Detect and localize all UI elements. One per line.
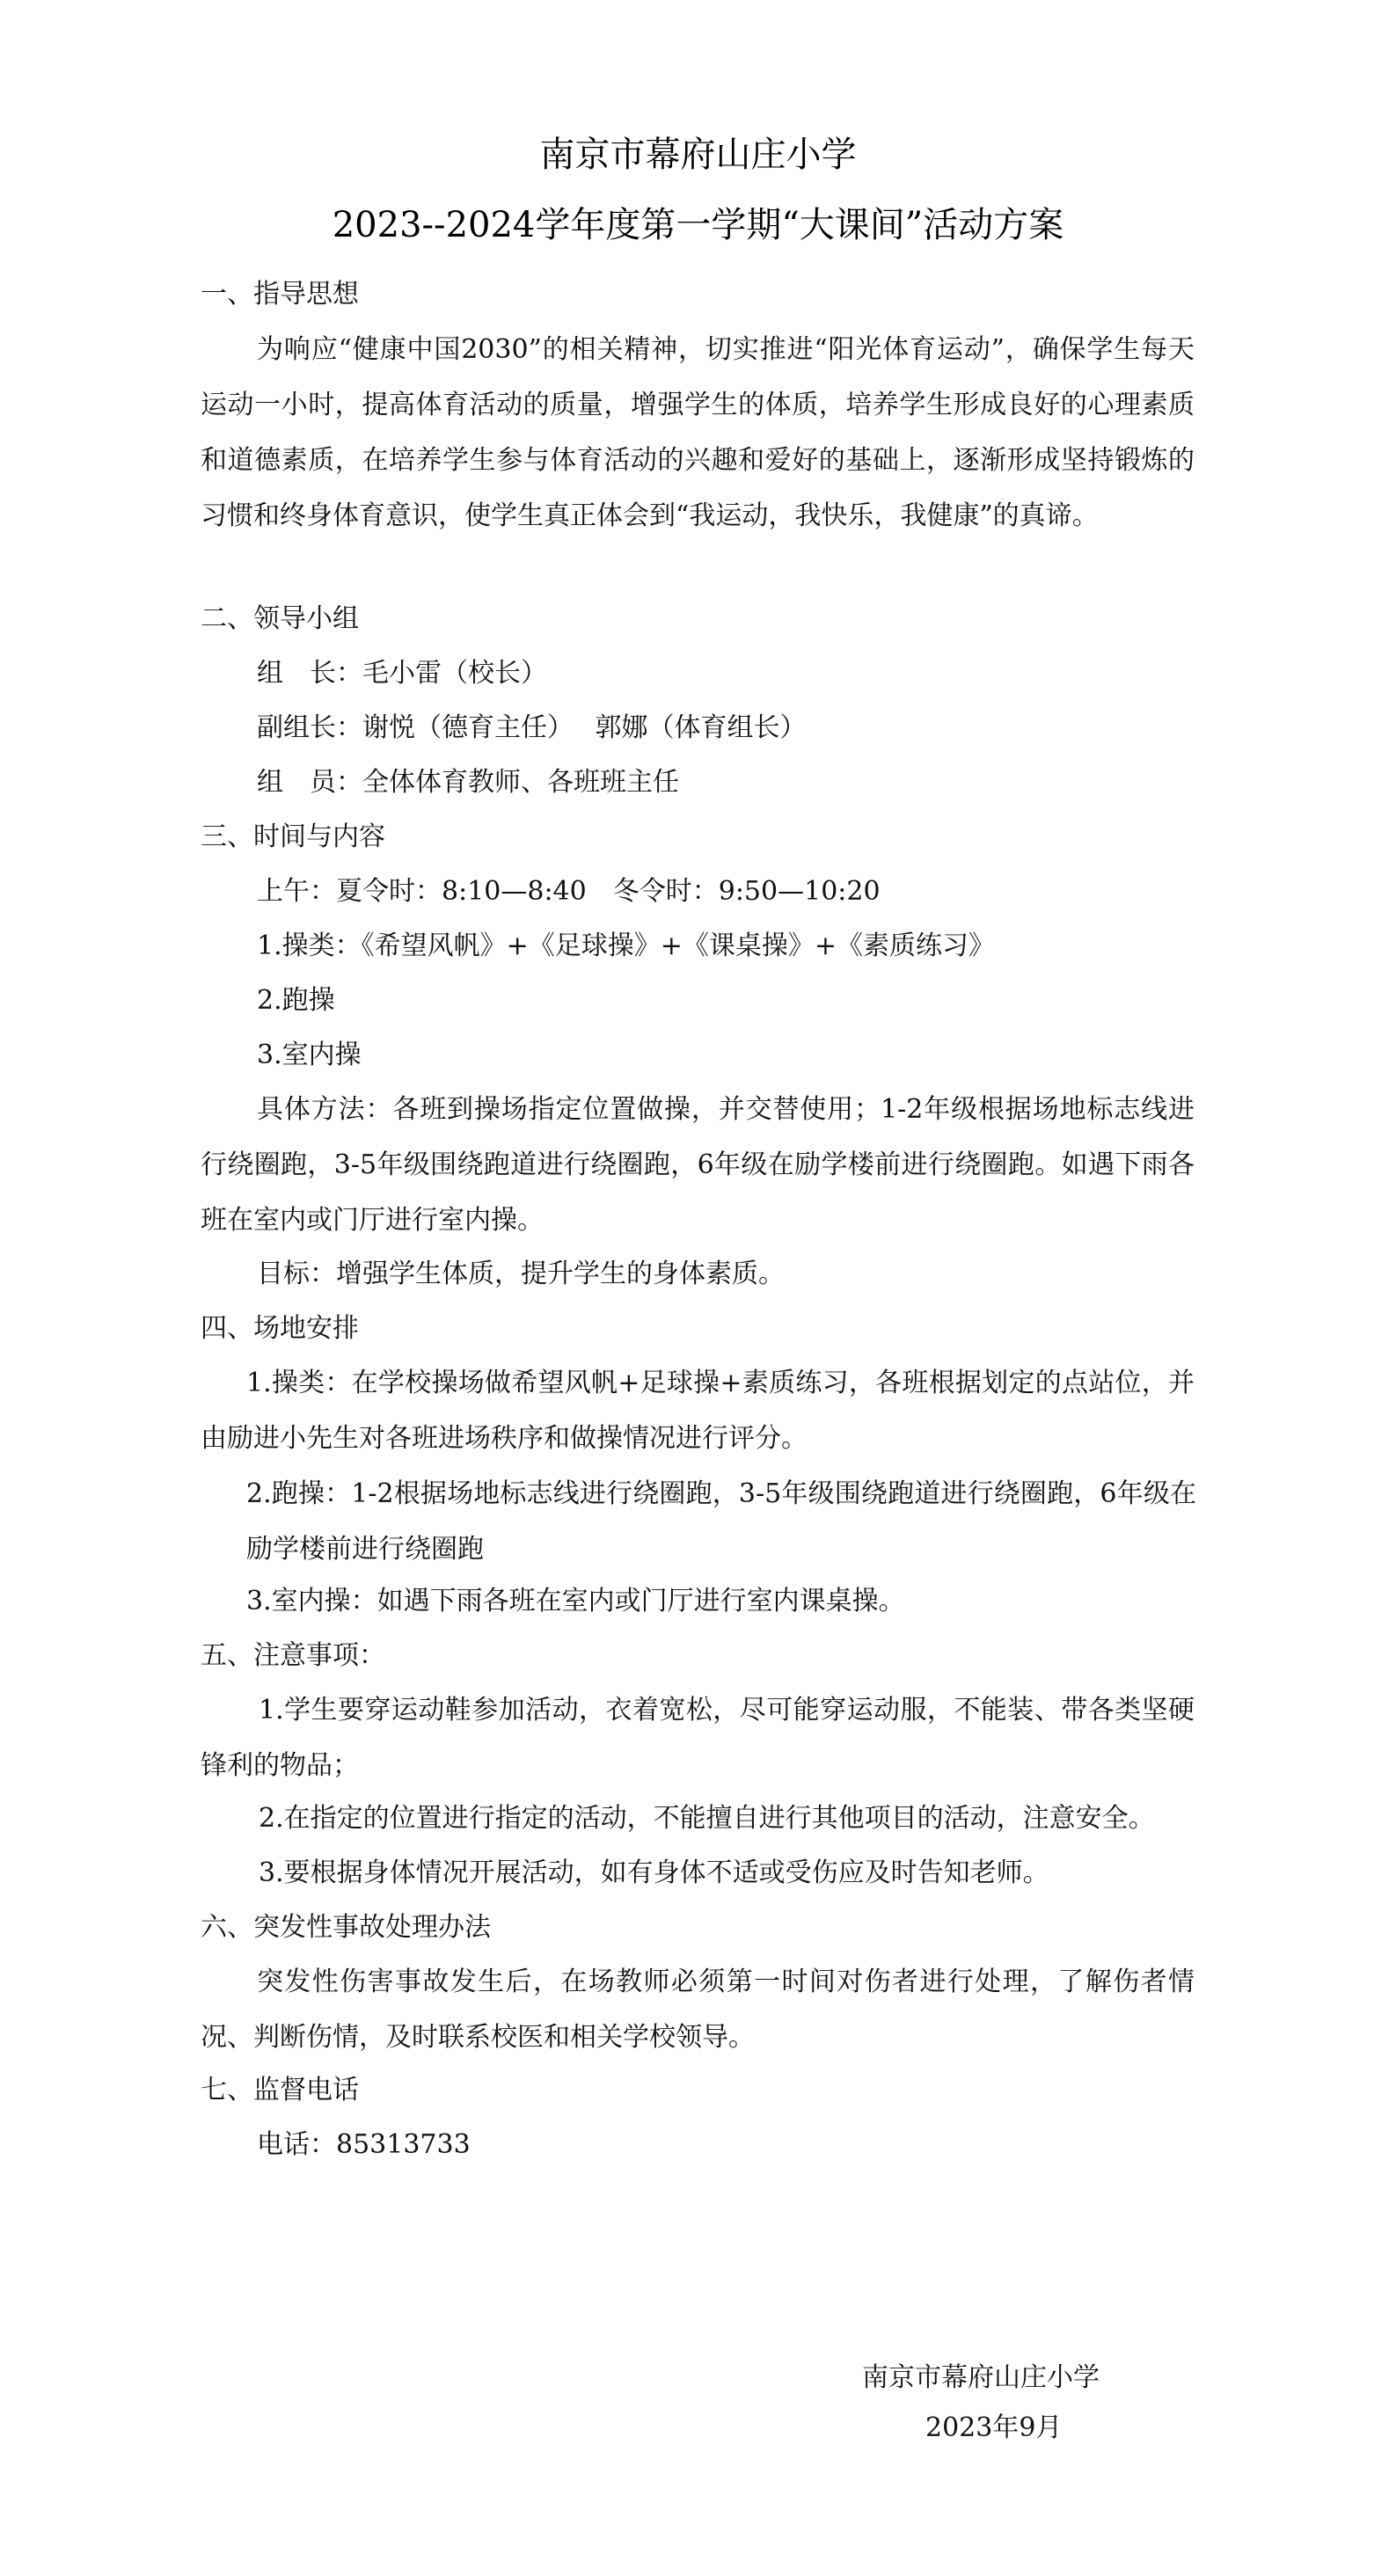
notice-item-1: 1.学生要穿运动鞋参加活动，衣着宽松，尽可能穿运动服，不能装、带各类坚硬锋利的物品； — [201, 1695, 1195, 1781]
signature-date: 2023年9月 — [925, 2412, 1063, 2443]
notice-item-3: 3.要根据身体情况开展活动，如有身体不适或受伤应及时告知老师。 — [259, 1857, 1049, 1888]
school-title: 南京市幕府山庄小学 — [539, 135, 857, 175]
section-6-body: 突发性伤害事故发生后，在场教师必须第一时间对伤者进行处理，了解伤者情况、判断伤情，及时联系校医和相关学校领导。 — [201, 1967, 1195, 2053]
section-6-heading: 六、突发性事故处理办法 — [201, 1912, 491, 1943]
venue-item-1: 1.操类：在学校操场做希望风帆+足球操+素质练习，各班根据划定的点站位，并由励进小先生对各班进场秩序和做操情况进行评分。 — [201, 1368, 1195, 1454]
notice-item-2: 2.在指定的位置进行指定的活动，不能擅自进行其他项目的活动，注意安全。 — [259, 1803, 1155, 1834]
section-3-heading: 三、时间与内容 — [201, 821, 385, 852]
document-title: 2023--2024学年度第一学期“大课间”活动方案 — [332, 205, 1064, 245]
venue-item-2: 2.跑操：1-2根据场地标志线进行绕圈跑，3-5年级围绕跑道进行绕圈跑，6年级在励学楼前进行绕圈跑 — [246, 1478, 1196, 1565]
section-1-heading: 一、指导思想 — [201, 279, 359, 310]
goal-line: 目标：增强学生体质，提升学生的身体素质。 — [257, 1259, 785, 1289]
content-item-1: 1.操类：《希望风帆》+《足球操》+《课桌操》+《素质练习》 — [257, 930, 996, 961]
section-5-heading: 五、注意事项： — [201, 1640, 385, 1671]
section-4-heading: 四、场地安排 — [201, 1313, 359, 1344]
leader-line: 组 长：毛小雷（校长） — [257, 658, 547, 689]
content-item-2: 2.跑操 — [257, 985, 335, 1016]
vice-leader-line: 副组长：谢悦（德育主任） 郭娜（体育组长） — [257, 712, 807, 743]
venue-item-3: 3.室内操：如遇下雨各班在室内或门厅进行室内课桌操。 — [246, 1586, 905, 1616]
phone-line: 电话：85313733 — [257, 2129, 471, 2160]
section-2-heading: 二、领导小组 — [201, 603, 359, 634]
content-item-3: 3.室内操 — [257, 1040, 362, 1070]
method-paragraph: 具体方法：各班到操场指定位置做操，并交替使用；1-2年级根据场地标志线进行绕圈跑，3-5年级围绕跑道进行绕圈跑，6年级在励学楼前进行绕圈跑。如遇下雨各班在室内或门厅进行室内操。 — [201, 1094, 1195, 1236]
section-1-body: 为响应“健康中国2030”的相关精神，切实推进“阳光体育运动”，确保学生每天运动一小时，提高体育活动的质量，增强学生的体质，培养学生形成良好的心理素质和道德素质，在培养学生参与体育活动的兴趣和爱好的基础上，逐渐形成坚持锻炼的习惯和终身体育意识，使学生真正体会到“我运动，我快乐，我健康”的真谛。 — [201, 334, 1195, 531]
signature-school: 南京市幕府山庄小学 — [862, 2362, 1100, 2393]
members-line: 组 员：全体体育教师、各班班主任 — [257, 767, 679, 798]
schedule-time: 上午：夏令时：8:10—8:40 冬令时：9:50—10:20 — [257, 876, 881, 907]
section-7-heading: 七、监督电话 — [201, 2075, 359, 2105]
